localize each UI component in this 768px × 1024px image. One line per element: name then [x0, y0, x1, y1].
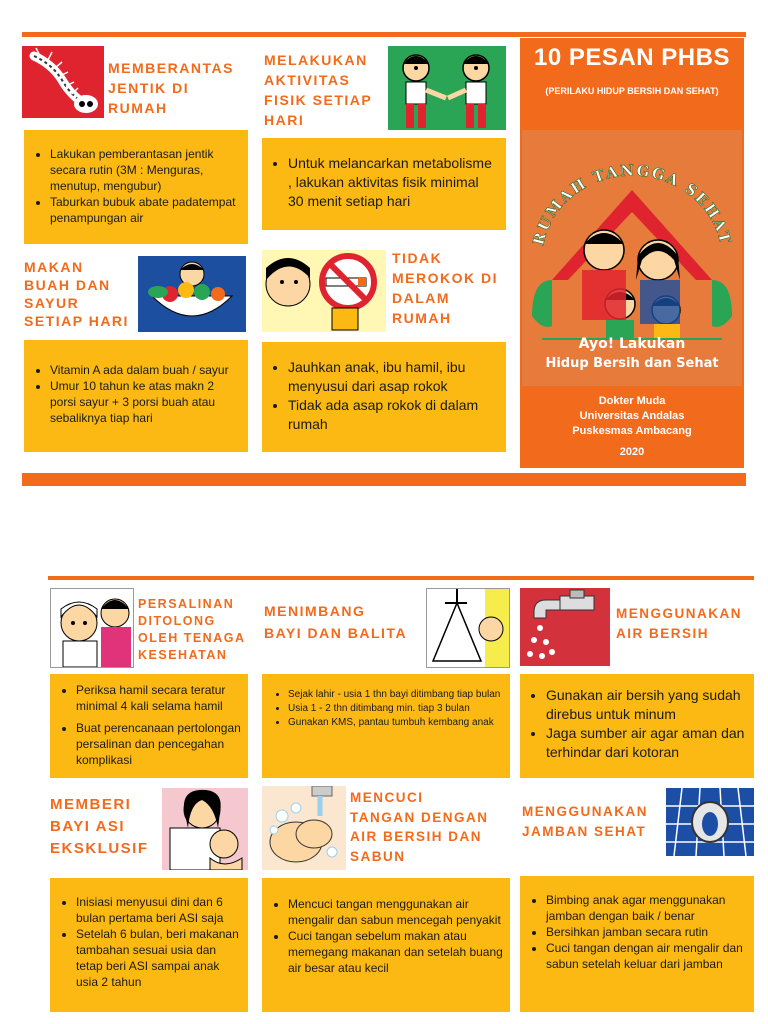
cuci-box	[262, 878, 510, 1012]
persalinan-heading	[138, 596, 262, 664]
heading-line: BUAH DAN	[24, 277, 111, 293]
list-item: • Vitamin A ada dalam buah / sayur	[50, 362, 242, 378]
children-exercise-icon	[388, 46, 506, 130]
aktivitas-heading	[264, 50, 386, 130]
list-item: • Untuk melancarkan metabolisme , lakukan aktivitas fisik minimal 30 menit setiap hari	[288, 154, 498, 211]
heading-line: MENGGUNAKAN	[616, 606, 742, 621]
logo-slogan-line1: Ayo! Lakukan	[578, 336, 686, 352]
heading-line: FISIK SETIAP	[264, 92, 373, 108]
air-box	[520, 674, 754, 778]
aktivitas-box	[262, 138, 506, 230]
heading-line: DITOLONG	[138, 614, 216, 628]
credit-line: Universitas Andalas	[579, 410, 685, 422]
heading-line: PERSALINAN	[138, 597, 235, 611]
list-item: • Jauhkan anak, ibu hamil, ibu menyusui dari asap rokok	[288, 358, 498, 396]
list-item: • Bimbing anak agar menggunakan jamban dengan baik / benar	[546, 892, 748, 924]
water-tap-icon	[520, 588, 610, 666]
heading-line: EKSKLUSIF	[50, 840, 149, 857]
heading-line: KESEHATAN	[138, 648, 228, 662]
heading-line: HARI	[264, 112, 305, 128]
heading-line: BAYI ASI	[50, 818, 126, 835]
breastfeeding-icon	[162, 788, 248, 870]
page-title: 10 PESAN PHBS	[534, 44, 730, 71]
heading-line: SAYUR	[24, 295, 80, 311]
jamban-heading	[522, 802, 672, 842]
credits	[520, 394, 744, 460]
credit-line: Dokter Muda	[598, 395, 666, 407]
asi-box	[50, 878, 248, 1012]
page-subtitle: (PERILAKU HIDUP BERSIH DAN SEHAT)	[545, 86, 719, 96]
top-rule	[22, 32, 746, 37]
persalinan-box	[50, 674, 248, 778]
list-item: • Tidak ada asap rokok di dalam rumah	[288, 396, 498, 434]
list-item: • Buat perencanaan pertolongan persalinan dan pencegahan komplikasi	[76, 720, 244, 768]
heading-line: SABUN	[350, 848, 406, 864]
baby-scale-icon	[426, 588, 510, 668]
heading-line: RUMAH	[392, 310, 452, 326]
heading-line: MELAKUKAN	[264, 52, 368, 68]
buah-heading	[24, 258, 144, 330]
heading-line: BAYI DAN BALITA	[264, 625, 408, 641]
list-item: • Mencuci tangan menggunakan air mengalir dan sabun mencegah penyakit	[288, 896, 504, 928]
list-item: • Periksa hamil secara teratur minimal 4 kali selama hamil	[76, 682, 244, 714]
list-item: • Jaga sumber air agar aman dan terhindar dari kotoran	[546, 724, 748, 762]
top-bottom-rule	[22, 473, 746, 486]
heading-line: SETIAP HARI	[24, 313, 129, 329]
heading-line: AIR BERSIH	[616, 626, 710, 641]
heading-line: MAKAN	[24, 259, 84, 275]
heading-line: AKTIVITAS	[264, 72, 351, 88]
buah-box	[24, 340, 248, 452]
list-item: • Gunakan air bersih yang sudah direbus untuk minum	[546, 686, 748, 724]
jamban-box	[520, 876, 754, 1012]
cuci-heading	[350, 788, 510, 866]
menimbang-box	[262, 674, 510, 778]
heading-line: MENGGUNAKAN	[522, 804, 648, 819]
list-item: • Taburkan bubuk abate padatempat penampungan air	[50, 194, 242, 226]
air-heading	[616, 604, 766, 644]
bottom-rule	[48, 576, 754, 580]
menimbang-heading	[264, 600, 434, 644]
heading-line: MENCUCI	[350, 790, 424, 805]
asi-heading	[50, 794, 170, 860]
list-item: • Bersihkan jamban secara rutin	[546, 924, 748, 940]
list-item: • Sejak lahir - usia 1 thn bayi ditimbang tiap bulan	[288, 688, 504, 702]
list-item: • Cuci tangan sebelum makan atau memegang makanan dan setelah buang air besar atau kecil	[288, 928, 504, 976]
heading-line: MEMBERI	[50, 796, 132, 813]
logo-slogan-line2: Hidup Bersih dan Sehat	[545, 356, 719, 371]
heading-line: DALAM	[392, 290, 451, 306]
logo-arch-text: RUMAH TANGGA SEHAT	[529, 161, 735, 248]
fruit-bowl-icon	[138, 256, 246, 332]
heading-line: MENIMBANG	[264, 603, 366, 619]
mosquito-larva-icon	[22, 46, 104, 118]
list-item: • Usia 1 - 2 thn ditimbang min. tiap 3 bulan	[288, 702, 504, 716]
heading-line: MEMBERANTAS	[108, 60, 234, 76]
title-panel	[520, 38, 744, 468]
jentik-box	[24, 130, 248, 244]
rokok-heading	[392, 248, 512, 328]
heading-line: JENTIK DI	[108, 80, 190, 96]
list-item: • Cuci tangan dengan air mengalir dan sabun setelah keluar dari jamban	[546, 940, 748, 972]
heading-line: JAMBAN SEHAT	[522, 824, 647, 839]
nurse-mother-icon	[50, 588, 134, 668]
heading-line: MEROKOK DI	[392, 270, 498, 286]
rokok-box	[262, 342, 506, 452]
jentik-heading	[108, 58, 258, 118]
heading-line: RUMAH	[108, 100, 168, 116]
credit-line: Puskesmas Ambacang	[572, 425, 692, 437]
list-item: • Umur 10 tahun ke atas makn 2 porsi sayur + 3 porsi buah atau sebaliknya tiap hari	[50, 378, 242, 426]
list-item: • Setelah 6 bulan, beri makanan tambahan sesuai usia dan tetap beri ASI sampai anak usia 2 tahun	[76, 926, 242, 990]
logo-frame	[522, 130, 742, 386]
handwashing-icon	[262, 786, 346, 870]
heading-line: AIR BERSIH DAN	[350, 829, 483, 844]
list-item: • Gunakan KMS, pantau tumbuh kembang anak	[288, 716, 504, 730]
heading-line: TIDAK	[392, 250, 443, 266]
no-smoking-icon	[262, 250, 386, 332]
toilet-icon	[666, 788, 754, 856]
heading-line: OLEH TENAGA	[138, 631, 246, 645]
list-item: • Lakukan pemberantasan jentik secara rutin (3M : Menguras, menutup, mengubur)	[50, 146, 242, 194]
list-item: • Inisiasi menyusui dini dan 6 bulan pertama beri ASI saja	[76, 894, 242, 926]
credit-year: 2020	[619, 446, 645, 458]
heading-line: TANGAN DENGAN	[350, 809, 489, 825]
